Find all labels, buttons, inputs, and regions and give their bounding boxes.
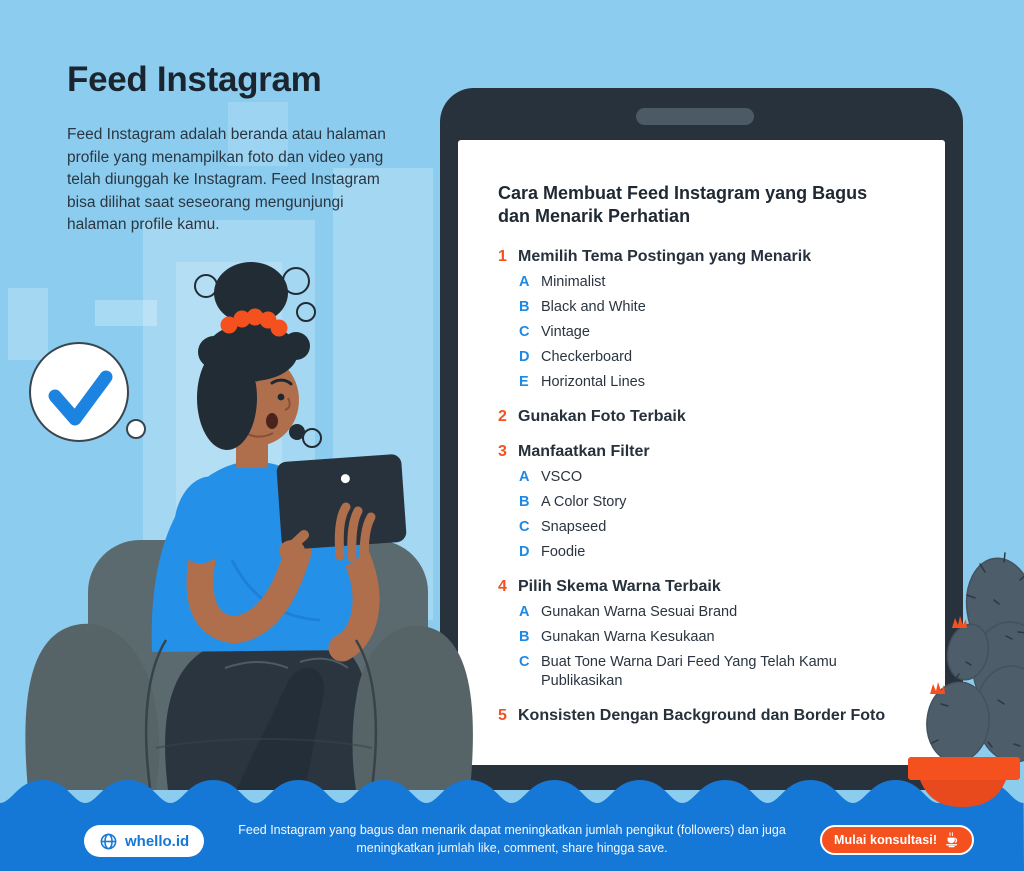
sub-item-text: Minimalist [541, 274, 606, 290]
woman-illustration [152, 262, 407, 790]
cta-button[interactable] [820, 825, 974, 855]
sub-list-item [498, 603, 907, 622]
list-item [498, 576, 907, 597]
intro-section [67, 60, 412, 237]
item-title: Pilih Skema Warna Terbaik [518, 578, 721, 595]
sub-item-text: VSCO [541, 469, 583, 485]
sub-list-item [498, 373, 907, 392]
sub-item-text: Foodie [541, 544, 586, 560]
item-number: 3 [498, 443, 507, 460]
globe-icon [99, 832, 118, 851]
item-title: Manfaatkan Filter [518, 443, 650, 460]
sub-item-letter: C [519, 324, 530, 340]
sub-item-text: Black and White [541, 299, 646, 315]
sub-list-item [498, 543, 907, 562]
footer-band [0, 776, 1024, 871]
sub-list-item [498, 348, 907, 367]
item-number: 2 [498, 408, 507, 425]
list-item [498, 406, 907, 427]
sub-item-letter: C [519, 654, 530, 670]
tablet-device [440, 88, 963, 790]
sub-item-letter: A [519, 469, 530, 485]
item-title: Konsisten Dengan Background dan Border Foto [518, 707, 886, 724]
brand-badge[interactable] [84, 825, 204, 857]
footer-caption [238, 822, 786, 857]
item-number: 4 [498, 578, 507, 595]
sub-item-letter: D [519, 544, 530, 560]
sub-item-text: Checkerboard [541, 349, 633, 365]
sub-item-letter: E [519, 374, 529, 390]
sub-item-text: Vintage [541, 324, 590, 340]
brand-name: whello.id [125, 832, 190, 850]
sub-list-item [498, 493, 907, 512]
sub-item-text: A Color Story [541, 494, 627, 510]
sub-list-item [498, 468, 907, 487]
checkmark-icon [55, 377, 106, 419]
page-title: Feed Instagram [67, 60, 322, 99]
sub-item-text: Horizontal Lines [541, 374, 645, 390]
footer-caption-line2: meningkatkan jumlah like, comment, share hingga save. [356, 840, 668, 855]
sub-item-text: Gunakan Warna Kesukaan [541, 629, 715, 645]
sub-list-item [498, 628, 907, 647]
item-title: Gunakan Foto Terbaik [518, 408, 686, 425]
item-title: Memilih Tema Postingan yang Menarik [518, 248, 812, 265]
item-number: 5 [498, 707, 507, 724]
item-number: 1 [498, 248, 507, 265]
sub-list-item [498, 323, 907, 342]
list-item [498, 705, 907, 726]
scrunchie [221, 309, 288, 337]
card-title: Cara Membuat Feed Instagram yang Bagus dan Menarik Perhatian [498, 183, 868, 226]
footer-caption-line1: Feed Instagram yang bagus dan menarik dapat meningkatkan jumlah pengikut (followers) dan juga [238, 823, 786, 837]
list-item [498, 441, 907, 462]
checkmark-bubble [30, 343, 145, 441]
sub-item-letter: B [519, 299, 530, 315]
sub-list-item [498, 273, 907, 292]
sub-item-letter: C [519, 519, 530, 535]
sub-item-text: Buat Tone Warna Dari Feed Yang Telah Kamu Publikasikan [541, 654, 837, 689]
sub-item-text: Snapseed [541, 519, 607, 535]
tablet-speaker [636, 108, 754, 125]
sub-item-letter: D [519, 349, 530, 365]
sub-item-letter: A [519, 274, 530, 290]
tablet-screen [458, 140, 945, 765]
list-item [498, 246, 907, 267]
armchair-illustration [88, 540, 428, 790]
sub-list-item [498, 518, 907, 537]
sub-item-text: Gunakan Warna Sesuai Brand [541, 604, 738, 620]
armchair-armrests [25, 624, 473, 790]
sub-list-item [498, 298, 907, 317]
sub-item-letter: B [519, 629, 530, 645]
handheld-tablet [276, 454, 407, 551]
coffee-cup-icon [944, 832, 960, 848]
sub-list-item [498, 653, 907, 691]
intro-paragraph: Feed Instagram adalah beranda atau halaman profile yang menampilkan foto dan video yang telah diunggah ke Instagram. Feed Instagram bisa dilihat saat seseorang mengunjungi halaman profile kamu. [67, 126, 386, 234]
cta-label: Mulai konsultasi! [834, 833, 938, 847]
sub-item-letter: A [519, 604, 530, 620]
sub-item-letter: B [519, 494, 530, 510]
